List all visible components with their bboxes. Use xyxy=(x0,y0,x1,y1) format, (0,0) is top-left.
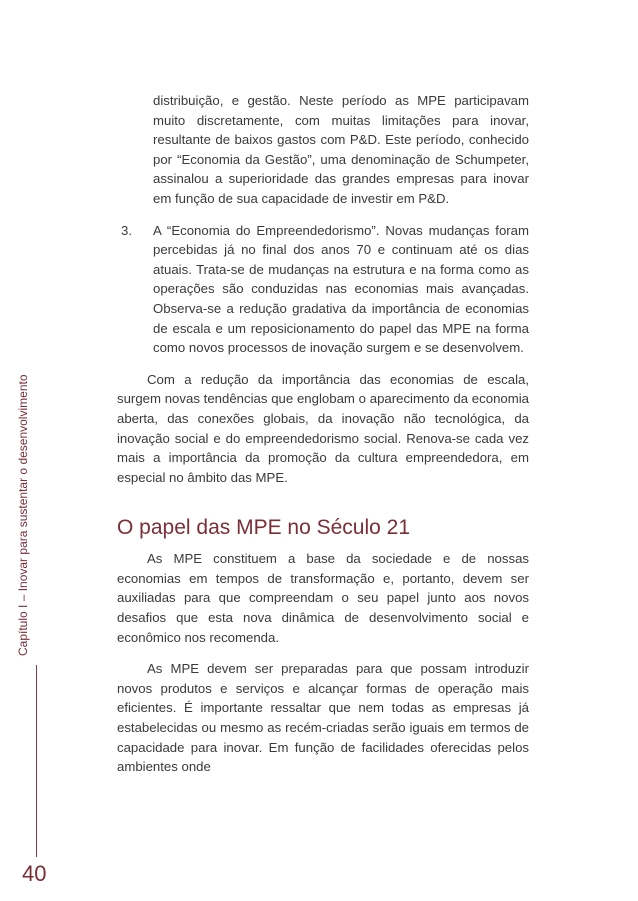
list-item-continued: distribuição, e gestão. Neste período as MPE participavam muito discretamente, com muitas limitações para inovar, resultante de baixos gastos com P&D. Este período, conhecido por “Economia da Gestão”, uma denominação de Schumpeter, assinalou a superioridade das grandes empresas para inovar em função de sua capacidade de investir em P&D. xyxy=(153,93,529,206)
paragraph-preparadas: As MPE devem ser preparadas para que possam introduzir novos produtos e serviços e alcançar formas de operação mais eficientes. É importante ressaltar que nem todas as empresas já estabelecidas ou mesmo as recém-criadas serão iguais em termos de capacidade para inovar. Em função de facilidades oferecidas pelos ambientes onde xyxy=(117,661,529,775)
list-item-text: A “Economia do Empreendedorismo”. Novas mudanças foram percebidas já no final dos anos 70 e continuam até os dias atuais. Trata-se de mudanças na estrutura e na forma como as operações são conduzidas nas economias mais avançadas. Observa-se a redução gradativa da importância de economias de escala e um reposicionamento do papel das MPE na forma como novos processos de inovação surgem e se desenvolvem. xyxy=(153,222,529,356)
sidebar-divider xyxy=(36,665,37,857)
paragraph-economias-de-escala: Com a redução da importância das economias de escala, surgem novas tendências que englobam o aparecimento da economia aberta, das conexões globais, da inovação não tecnológica, da inovação social e do empreendedorismo social. Renova-se cada vez mais a importância da promoção da cultura empreendedora, em especial no âmbito das MPE. xyxy=(117,371,529,485)
page-number: 40 xyxy=(22,861,47,886)
chapter-title xyxy=(16,346,30,656)
list-item-3 xyxy=(117,221,529,358)
page-content xyxy=(117,91,529,789)
section-title: O papel das MPE no Século 21 xyxy=(117,516,411,540)
chapter-title-text: Capítulo I – Inovar para sustentar o desenvolvimento xyxy=(16,374,30,656)
list-item-number: 3. xyxy=(121,222,132,238)
paragraph-base-da-sociedade: As MPE constituem a base da sociedade e de nossas economias em tempos de transformação e, portanto, devem ser auxiliadas para que compreendam o seu papel junto aos novos desafios que esta nova dinâmica de desenvolvimento social e econômico nos recomenda. xyxy=(117,551,529,645)
